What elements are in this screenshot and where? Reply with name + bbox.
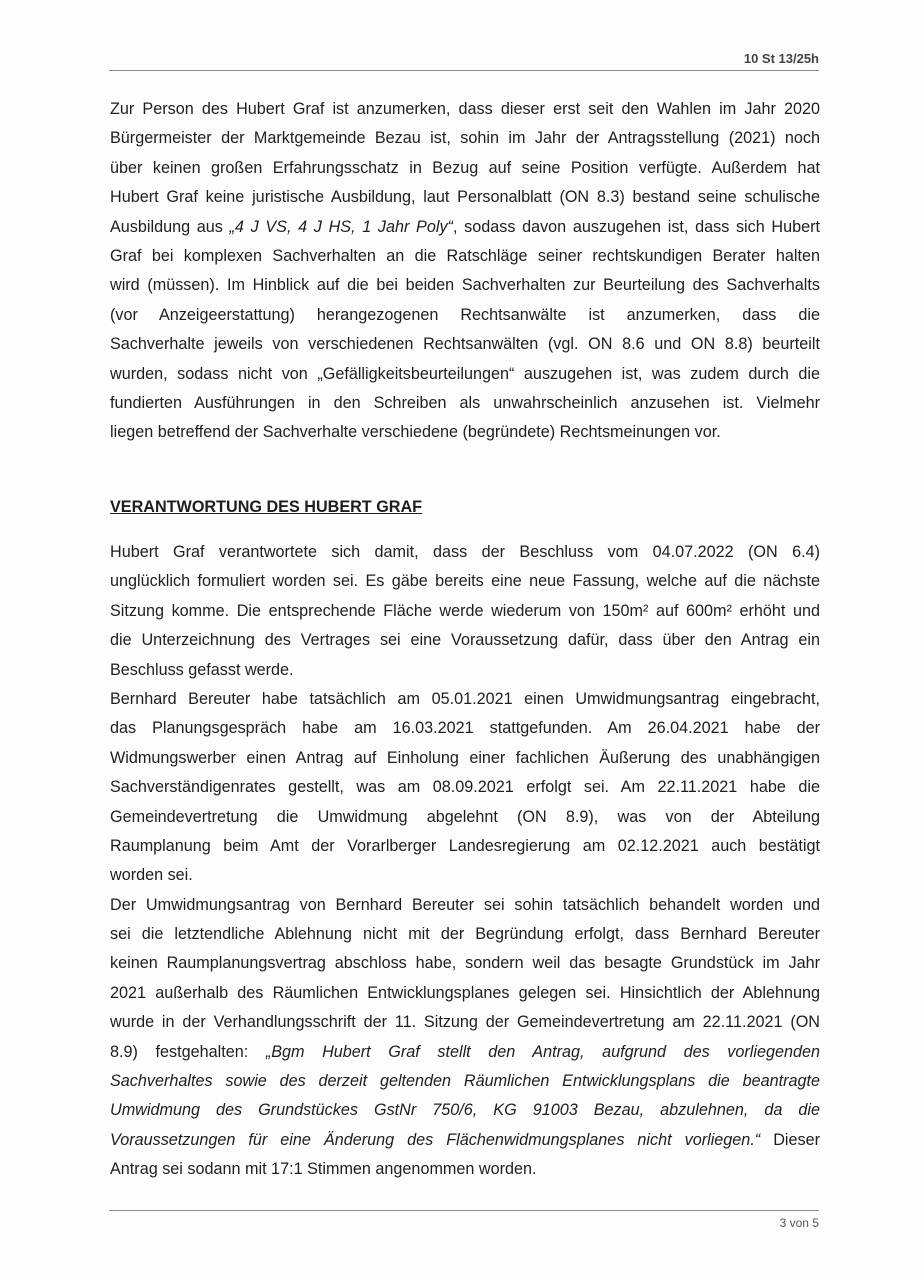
text-line: fundierten Ausführungen in den Schreiben als unwahrscheinlich anzusehen ist. Vielmehr [110,393,820,412]
text-line [110,1126,820,1155]
case-reference: 10 St 13/25h [743,51,819,66]
text-line: wurden, sodass nicht von „Gefälligkeitsbeurteilungen“ auszugehen ist, was zudem durch die [110,364,820,383]
text-line: sei die letztendliche Ablehnung nicht mit der Begründung erfolgt, dass Bernhard Bereuter [110,925,820,944]
text-line: worden sei. [110,866,193,885]
text-line: Sachverständigenrates gestellt, was am 08.09.2021 erfolgt sei. Am 22.11.2021 habe die [110,778,820,797]
text-line: 2021 außerhalb des Räumlichen Entwicklungsplanes gelegen sei. Hinsichtlich der Ablehnung [110,983,820,1002]
text-line [110,1096,820,1125]
text-line [110,1067,820,1096]
text-line: Bernhard Bereuter habe tatsächlich am 05.01.2021 einen Umwidmungsantrag eingebracht, [110,689,820,708]
text-line: liegen betreffend der Sachverhalte verschiedene (begründete) Rechtsmeinungen vor. [110,423,721,442]
text-line [110,1038,820,1067]
text-line: Hubert Graf verantwortete sich damit, dass der Beschluss vom 04.07.2022 (ON 6.4) [110,543,820,561]
quoted-resolution: Umwidmung des Grundstückes GstNr 750/6, KG 91003 Bezau, abzulehnen, da die [110,1101,820,1120]
text-line: Bürgermeister der Marktgemeinde Bezau ist, sohin im Jahr der Antragsstellung (2021) noch [110,129,820,148]
text-line [110,213,820,242]
quoted-education: „4 J VS, 4 J HS, 1 Jahr Poly“ [229,217,453,236]
text-span: Ausbildung aus [110,217,230,236]
quoted-resolution: „Bgm Hubert Graf stellt den Antrag, aufgrund des vorliegenden [265,1042,820,1061]
text-line: Widmungswerber einen Antrag auf Einholung einer fachlichen Äußerung des unabhängigen [110,748,820,767]
text-line: Sitzung komme. Die entsprechende Fläche werde wiederum von 150m² auf 600m² erhöht und [110,601,820,620]
paragraph-person-hubert-graf [110,95,820,448]
text-line: Beschluss gefasst werde. [110,660,294,679]
quoted-resolution: Sachverhaltes sowie des derzeit geltenden Räumlichen Entwicklungsplans die beantragte [110,1072,820,1091]
text-line: Sachverhalte jeweils von verschiedenen Rechtsanwälten (vgl. ON 8.6 und ON 8.8) beurteilt [110,335,820,354]
text-line: die Unterzeichnung des Vertrages sei eine Voraussetzung dafür, dass über den Antrag ein [110,631,820,650]
text-line: das Planungsgespräch habe am 16.03.2021 stattgefunden. Am 26.04.2021 habe der [110,719,820,738]
text-line: Raumplanung beim Amt der Vorarlberger Landesregierung am 02.12.2021 auch bestätigt [110,836,820,855]
text-line: keinen Raumplanungsvertrag abschloss habe, sondern weil das besagte Grundstück im Jahr [110,954,820,973]
page-indicator: 3 von 5 [779,1216,819,1230]
text-span: Dieser [760,1130,820,1149]
header-divider [109,70,819,71]
section-heading: VERANTWORTUNG DES HUBERT GRAF [110,498,423,516]
text-line: Antrag sei sodann mit 17:1 Stimmen angenommen worden. [110,1160,537,1179]
text-span: , sodass davon auszugehen ist, dass sich Hubert [452,217,820,236]
text-line: über keinen großen Erfahrungsschatz in Bezug auf seine Position verfügte. Außerdem hat [110,158,820,177]
text-line: Gemeindevertretung die Umwidmung abgelehnt (ON 8.9), was von der Abteilung [110,807,820,826]
text-span: 8.9) festgehalten: [110,1042,266,1061]
text-line: wird (müssen). Im Hinblick auf die bei beiden Sachverhalten zur Beurteilung des Sachverhalts [110,276,820,295]
text-line: unglücklich formuliert worden sei. Es gäbe bereits eine neue Fassung, welche auf die nächste [110,572,820,591]
text-line: Der Umwidmungsantrag von Bernhard Bereuter sei sohin tatsächlich behandelt worden und [110,895,820,914]
footer-divider [109,1210,819,1211]
paragraph-verantwortung [110,538,820,1185]
text-line: Zur Person des Hubert Graf ist anzumerken, dass dieser erst seit den Wahlen im Jahr 2020 [110,100,820,118]
quoted-resolution: Voraussetzungen für eine Änderung des Flächenwidmungsplanes nicht vorliegen.“ [110,1130,761,1149]
text-line: wurde in der Verhandlungsschrift der 11. Sitzung der Gemeindevertretung am 22.11.2021 (ON [110,1013,820,1032]
text-line: Hubert Graf keine juristische Ausbildung, laut Personalblatt (ON 8.3) bestand seine schulische [110,188,820,207]
text-line: Graf bei komplexen Sachverhalten an die Ratschläge seiner rechtskundigen Berater halten [110,246,820,265]
text-line: (vor Anzeigeerstattung) herangezogenen Rechtsanwälte ist anzumerken, dass die [110,305,820,324]
